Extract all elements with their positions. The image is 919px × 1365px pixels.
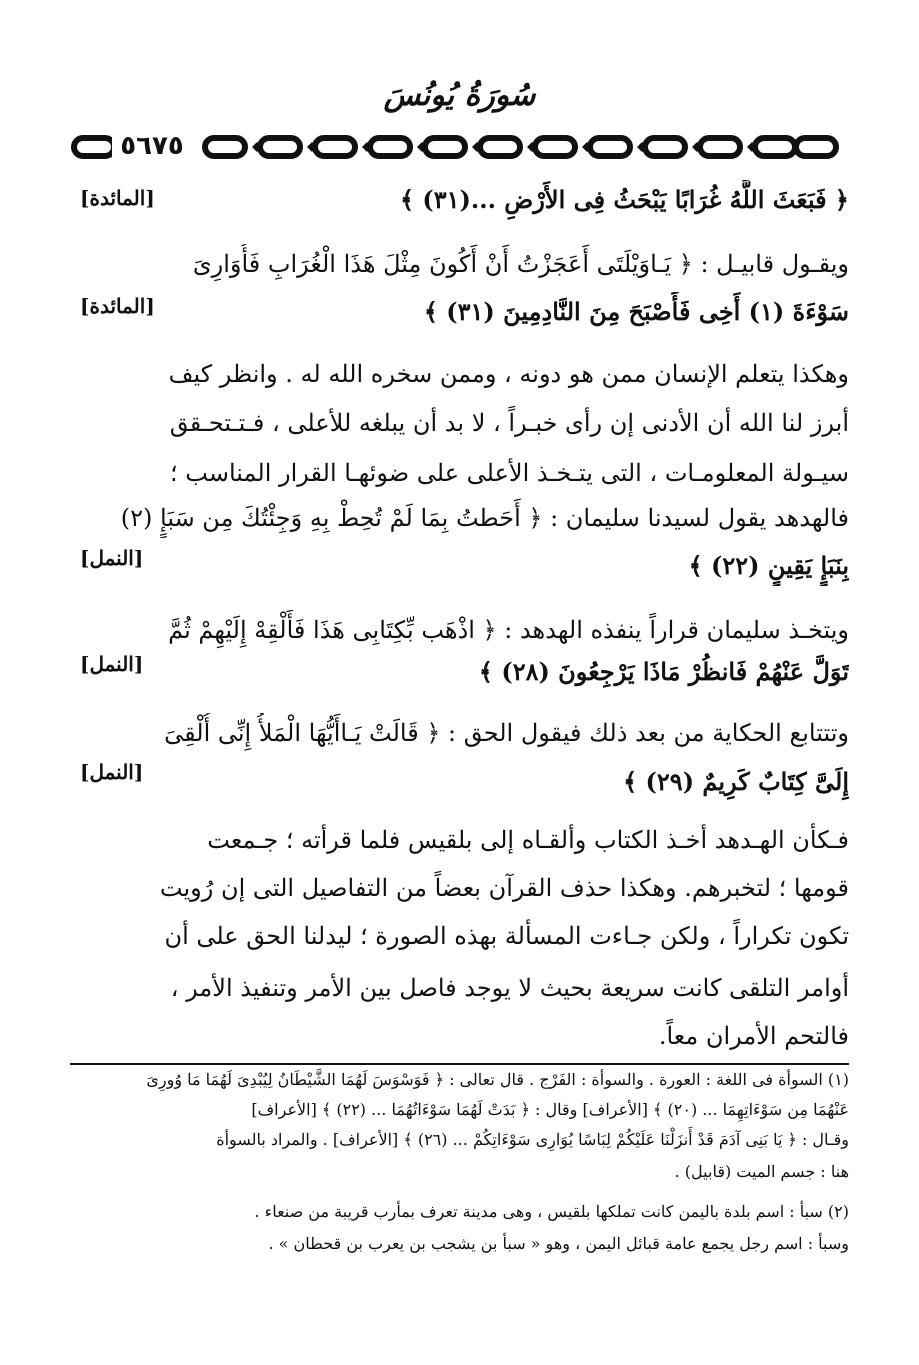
footnote-line: هنا : جسم الميت (قابيل) . (674, 1162, 849, 1181)
surah-reference: [النمل] (80, 652, 144, 676)
surah-reference: [النمل] (80, 760, 144, 784)
footnote-line: وسبأ : اسم رجل يجمع عامة قبائل اليمن ، وهو « سبأ بن يشجب بن يعرب بن قحطان » . (268, 1234, 849, 1253)
footnote-line: وقـال : ﴿ يَا بَنِى آدَمَ قَدْ أَنزَلْنَا عَلَيْكُمْ لِبَاسًا يُوَارِى سَوْءَاتِكُمْ ... (٢٦) ﴾ [الأعراف] . والمراد بالسوأة (216, 1130, 849, 1149)
surah-reference: [المائدة] (80, 294, 155, 318)
footnote-line: عَنْهُمَا مِن سَوْءَاتِهِمَا ... (٢٠) ﴾ [الأعراف] وقال : ﴿ بَدَتْ لَهُمَا سَوْءَاتُهُمَا ... (٢٢) ﴾ [الأعراف] (251, 1100, 849, 1119)
verse-line: تَوَلَّ عَنْهُمْ فَانظُرْ مَاذَا يَرْجِعُونَ (٢٨) ﴾ (478, 657, 849, 686)
text-line: وهكذا يتعلم الإنسان ممن هو دونه ، وممن سخره الله له . وانظر كيف (168, 360, 849, 388)
footnote-line: (١) السوأة فى اللغة : العورة . والسوأة : الفَرْج . قال تعالى : ﴿ فَوَسْوَسَ لَهُمَا الشَّيْطَانُ لِيُبْدِىَ لَهُمَا مَا وُورِىَ (146, 1070, 849, 1089)
footnote-separator (70, 1063, 849, 1065)
text-line: فالتحم الأمران معاً. (658, 1022, 849, 1050)
verse-line: إِلَىَّ كِتَابٌ كَرِيمٌ (٢٩) ﴾ (623, 767, 849, 796)
text-line: تكون تكراراً ، ولكن جـاءت المسألة بهذه الصورة ؛ ليدلنا الحق على أن (164, 922, 849, 950)
text-line: وتتتابع الحكاية من بعد ذلك فيقول الحق : ﴿ قَالَتْ يَـاأَيُّهَا الْمَلأُ إِنِّى أُلْقِىَ (164, 719, 849, 747)
verse-line: ﴿ فَبَعَثَ اللَّهُ غُرَابًا يَبْحَثُ فِى الأَرْضِ ...(٣١) ﴾ (399, 185, 849, 214)
page-number: ٥٦٧٥ (112, 130, 192, 162)
verse-line: بِنَبَإٍ يَقِينٍ (٢٢) ﴾ (688, 551, 849, 580)
surah-reference: [النمل] (80, 546, 144, 570)
surah-title: سُورَةُ يُونُسَ (383, 78, 536, 113)
text-line: أبرز لنا الله أن الأدنى إن رأى خبـراً ، لا بد أن يبلغه للأعلى ، فـتـتحـقق (169, 409, 849, 437)
footnote-line: (٢) سبأ : اسم بلدة باليمن كانت تملكها بلقيس ، وهى مدينة تعرف بمأرب قريبة من صنعاء . (254, 1202, 849, 1221)
verse-line: سَوْءَةَ (١) أَخِى فَأَصْبَحَ مِنَ النَّادِمِينَ (٣١) ﴾ (423, 297, 849, 326)
text-line: سيـولة المعلومـات ، التى يتـخـذ الأعلى على ضوئهـا القرار المناسب ؛ (170, 459, 849, 487)
text-line: فالهدهد يقول لسيدنا سليمان : ﴿ أَحَطتُ بِمَا لَمْ تُحِطْ بِهِ وَجِئْتُكَ مِن سَبَإٍ (٢) (120, 504, 849, 532)
text-line: ويتخـذ سليمان قراراً ينفذه الهدهد : ﴿ اذْهَب بِّكِتَابِى هَذَا فَأَلْقِهْ إِلَيْهِمْ ثُمَّ (168, 616, 849, 644)
surah-reference: [المائدة] (80, 186, 155, 210)
text-line: ويقـول قابيـل : ﴿ يَـاوَيْلَتَى أَعَجَزْتُ أَنْ أَكُونَ مِثْلَ هَذَا الْغُرَابِ فَأُوَارِىَ (192, 250, 849, 278)
text-line: قومها ؛ لتخبرهم. وهكذا حذف القرآن بعضاً من التفاصيل التى إن رُويت (159, 874, 849, 902)
text-line: أوامر التلقى كانت سريعة بحيث لا يوجد فاصل بين الأمر وتنفيذ الأمر ، (170, 974, 849, 1002)
text-line: فـكأن الهـدهد أخـذ الكتاب وألقـاه إلى بلقيس فلما قرأته ؛ جـمعت (207, 826, 849, 854)
